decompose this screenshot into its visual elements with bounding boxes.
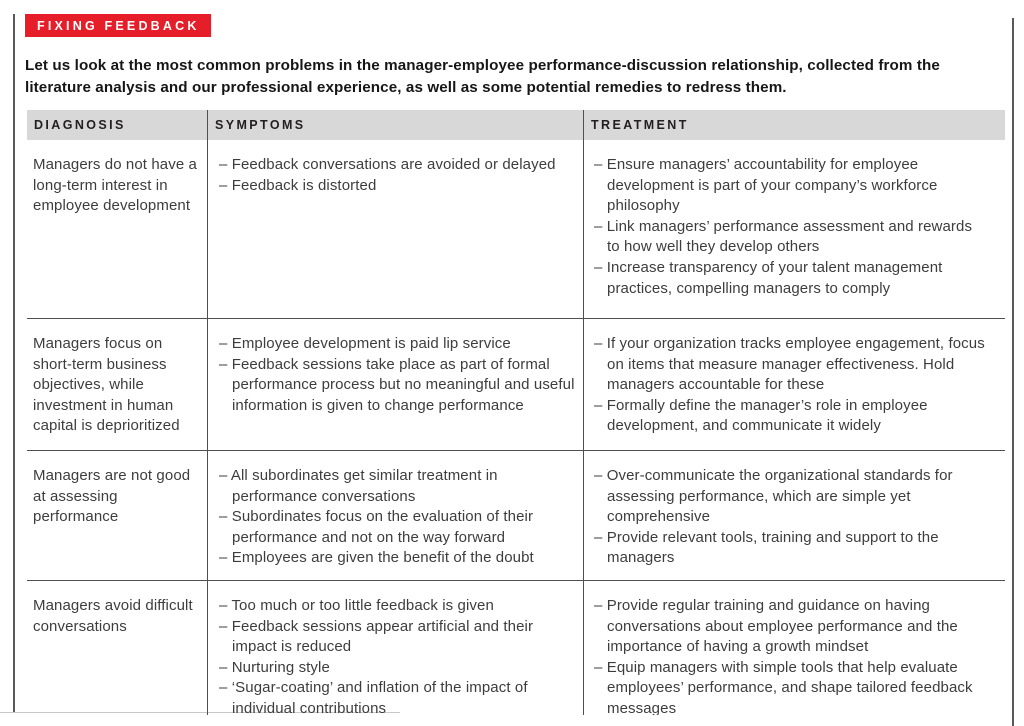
section-tag: FIXING FEEDBACK xyxy=(25,14,211,37)
bullet-item: – All subordinates get similar treatment in performance conversations xyxy=(219,467,498,505)
bullet-item: – Link managers’ performance assessment and rewards to how well they develop others xyxy=(594,217,973,256)
intro-paragraph: Let us look at the most common problems in the manager-employee performance-discussion relationship, collected from the literature analysis and our professional experience, as well as some potential remedies to redress them. xyxy=(25,57,940,96)
symptoms-cell xyxy=(207,319,583,450)
diagnosis-cell: Managers do not have a long-term interest in employee development xyxy=(33,156,197,215)
table-header-row xyxy=(27,110,1005,140)
table-row xyxy=(27,580,1005,715)
treatment-cell xyxy=(583,451,1005,580)
table-body xyxy=(27,140,1005,715)
diagnosis-cell: Managers focus on short-term business objectives, while investment in human capital is deprioritized xyxy=(33,335,180,435)
bullet-item: – Employees are given the benefit of the doubt xyxy=(219,549,534,567)
bullet-item: – Feedback conversations are avoided or delayed xyxy=(219,156,556,173)
bullet-item: – Feedback sessions take place as part of formal performance process but no meaningful and useful information is given to change performance xyxy=(219,355,575,414)
fixing-feedback-table xyxy=(27,110,1005,715)
diagnosis-cell: Managers are not good at assessing performance xyxy=(33,467,191,526)
bullet-item: – Provide regular training and guidance on having conversations about employee performance and the importance of having a growth mindset xyxy=(594,597,958,656)
bullet-item: – ‘Sugar-coating’ and inflation of the impact of individual contributions xyxy=(219,679,528,715)
right-page-rule xyxy=(1012,18,1014,726)
diagnosis-cell: Managers avoid difficult conversations xyxy=(33,597,193,635)
bullet-item: – If your organization tracks employee engagement, focus on items that measure manager effectiveness. Hold managers accountable for these xyxy=(594,335,985,394)
bullet-item: – Feedback is distorted xyxy=(219,176,377,194)
symptoms-cell xyxy=(207,581,583,715)
table-row xyxy=(27,140,1005,318)
column-header-diagnosis: DIAGNOSIS xyxy=(34,118,126,132)
bullet-item: – Subordinates focus on the evaluation of their performance and not on the way forward xyxy=(219,508,534,546)
bullet-item: – Formally define the manager’s role in employee development, and communicate it widely xyxy=(594,396,928,435)
symptoms-cell xyxy=(207,451,583,580)
bullet-item: – Increase transparency of your talent management practices, compelling managers to comply xyxy=(594,258,943,297)
bullet-item: – Feedback sessions appear artificial and their impact is reduced xyxy=(219,617,534,656)
treatment-cell xyxy=(583,581,1005,715)
treatment-cell xyxy=(583,140,1005,318)
bullet-item: – Nurturing style xyxy=(219,658,330,676)
left-page-rule xyxy=(13,14,15,712)
table-row xyxy=(27,318,1005,450)
bullet-item: – Ensure managers’ accountability for employee development is part of your company’s workforce philosophy xyxy=(594,156,938,215)
table-row xyxy=(27,450,1005,580)
treatment-cell xyxy=(583,319,1005,450)
symptoms-cell xyxy=(207,140,583,318)
bullet-item: – Over-communicate the organizational standards for assessing performance, which are simple yet comprehensive xyxy=(594,467,953,526)
bullet-item: – Too much or too little feedback is given xyxy=(219,597,494,614)
bullet-item: – Employee development is paid lip service xyxy=(219,335,511,352)
column-header-treatment: TREATMENT xyxy=(583,110,1005,140)
bullet-item: – Equip managers with simple tools that help evaluate employees’ performance, and shape tailored feedback messages xyxy=(594,658,973,715)
column-header-symptoms: SYMPTOMS xyxy=(207,110,583,140)
bullet-item: – Provide relevant tools, training and support to the managers xyxy=(594,528,939,567)
